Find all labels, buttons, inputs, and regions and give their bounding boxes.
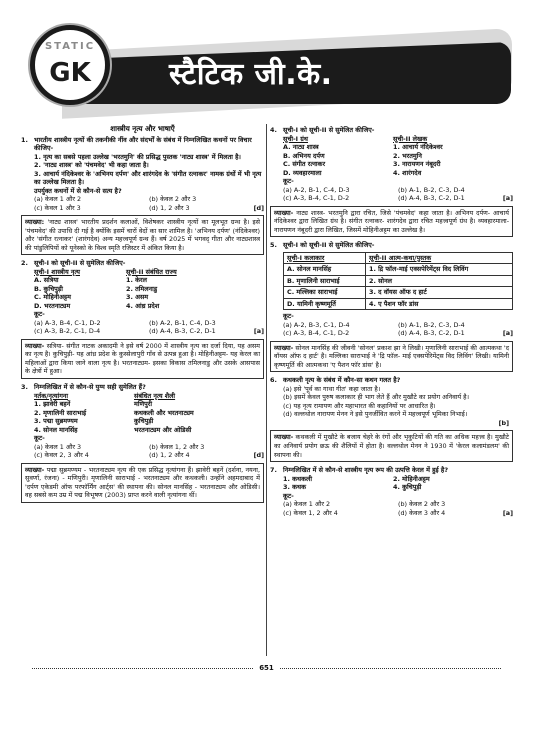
question-prompt: उपर्युक्त कथनों में से कौन-से सत्य है?: [34, 186, 122, 195]
static-gk-logo: [30, 25, 110, 105]
statement-1: 1. नृत्य का सबसे पहला उल्लेख 'भरतमुनि' की प्रसिद्ध पुस्तक 'नाट्य शास्त्र' में मिलता है।: [34, 152, 241, 161]
table-header-row: [284, 252, 513, 264]
list-1-header: सूची-I शास्त्रीय नृत्य: [34, 267, 80, 276]
explanation-text: पद्मा सुब्रमण्यम - भरतनाट्यम नृत्य की एक प्रसिद्ध नृत्यांगना हैं। झावेरी बहनें (दर्शना, नयना, सुवर्णा, रंजना) - मणिपुरी। मृणालिनी साराभाई - भरतनाट्यम और कथकली। उन्होंने अहमदाबाद में 'दर्पण एकेडमी ऑफ परफॉर्मिंग आर्ट्स' की स्थापना की। सोनल मानसिंह - भरतनाट्यम और ओडिसी। वह सबसे कम उम्र में पद्म विभूषण (2003) प्राप्त करने वाली नृत्यांगना थीं।: [25, 465, 260, 500]
options: [270, 186, 513, 203]
list-item: 4. सोनल मानसिंह: [34, 425, 78, 434]
right-column: [270, 124, 513, 517]
list-item: 2. तमिलनाडु: [126, 284, 158, 293]
answer-key: [a]: [502, 329, 513, 338]
option-a: (a) A-3, B-4, C-1, D-2: [34, 318, 101, 327]
question-text: सूची-I को सूची-II से सुमेलित कीजिए-: [34, 259, 126, 268]
option-c: (c) A-3, B-2, C-1, D-4: [34, 327, 101, 336]
table-cell: C. मल्लिका साराभाई: [284, 287, 366, 299]
list-item: 3. असम: [126, 293, 149, 302]
list-2-header: सूची-II संबंधित राज्य: [126, 267, 177, 276]
match-list: [21, 268, 264, 311]
list-item: D. व्यवहारमाला: [283, 168, 322, 177]
question-number: 6.: [270, 376, 277, 385]
option-b: (b) A-1, B-2, C-3, D-4: [398, 185, 465, 194]
option-c: (c) A-3, B-4, C-1, D-2: [283, 194, 350, 203]
option-a: (a) A-2, B-1, C-4, D-3: [283, 185, 350, 194]
list-item: 1. झावेरी बहनें: [34, 400, 71, 409]
list-item: B. अभिनय दर्पण: [283, 151, 325, 160]
table-row: [284, 287, 513, 299]
question-number: 1.: [21, 135, 28, 144]
header-banner: [14, 9, 519, 117]
list-2-header: सूची-II लेखक: [393, 134, 428, 143]
statement-2: 2. 'नाट्य शास्त्र' को 'पंचमवेद' भी कहा जाता है।: [34, 161, 149, 170]
options: [270, 500, 513, 517]
match-table: [283, 252, 513, 311]
question-text: भारतीय शास्त्रीय नृत्यों की तकनीकी नींव और संदर्भों के संबंध में निम्नलिखित कथनों पर विचार कीजिए-: [34, 135, 252, 153]
option-d: (d) 1, 2 और 4: [149, 451, 190, 460]
explanation-box: [270, 206, 513, 238]
list-item: 3. नारायणन नंबूदरी: [393, 160, 441, 169]
list-item: 1. कथकली: [283, 474, 312, 483]
option-c: (c) केवल 1 और 3: [34, 203, 81, 212]
explanation-box: [21, 339, 264, 379]
question-2: [21, 259, 264, 379]
question-text: सूची-I को सूची-II से सुमेलित कीजिए-: [283, 241, 375, 250]
option-c: (c) केवल 1, 2 और 4: [283, 508, 338, 517]
question-1: [21, 136, 264, 256]
explanation-label: व्याख्या-: [274, 433, 294, 442]
list-item: C. मोहिनीअट्टम: [34, 293, 71, 302]
table-cell: 1. द्रि फॉल-माई एक्सपेरिमेंट्स विद लिविंग: [366, 264, 513, 276]
explanation-label: व्याख्या:: [25, 218, 45, 227]
list-item: 2. मृणालिनी साराभाई: [34, 408, 87, 417]
option-b: (b) A-2, B-1, C-4, D-3: [149, 318, 216, 327]
option-c: (c) यह नृत्य रामायण और महाभारत की कहानियों पर आधारित है।: [283, 401, 436, 410]
list-item: A. नाट्य शास्त्र: [283, 143, 319, 152]
list-item: 3. कथक: [283, 483, 306, 492]
option-d: (d) A-4, B-3, C-2, D-1: [149, 327, 216, 336]
question-text: सूची-I को सूची-II से सुमेलित कीजिए-: [283, 126, 375, 134]
answer-key: [d]: [253, 451, 264, 460]
section-title: शास्त्रीय नृत्य और भाषाएँ: [110, 124, 175, 133]
option-a: (a) A-2, B-3, C-1, D-4: [283, 320, 350, 329]
explanation-label: व्याख्या-: [25, 341, 45, 350]
question-number: 4.: [270, 126, 277, 134]
question-text: निम्नलिखित में से कौन-से युग्म सही सुमेलित हैं?: [34, 382, 146, 391]
explanation-box: [21, 463, 264, 503]
answer-key: [a]: [502, 508, 513, 517]
explanation-text: कथकली में मुखौटे के बजाय चेहरे के रंगों और भृकुटियों की गति का अधिक महत्त्व है। मुखौटे का अनिवार्य प्रयोग छऊ की शैलियों में होता है। वल्लथोल मेनन ने 1930 में 'केरल कलामंडलम' की स्थापना की।: [274, 433, 509, 459]
list-item: कुचिपुड़ी: [134, 417, 154, 426]
list-item: A. सत्रिया: [34, 276, 59, 285]
list-item: 2. भरतमुनि: [393, 151, 422, 160]
list-item: भरतनाट्यम और ओडिसी: [134, 425, 192, 434]
page-number: 651: [253, 664, 280, 673]
list-item: C. संगीत रत्नाकर: [283, 160, 326, 169]
table-row: [284, 264, 513, 276]
item-list: [270, 475, 513, 492]
page-footer: [0, 664, 533, 673]
question-number: 2.: [21, 259, 28, 268]
explanation-box: [270, 341, 513, 373]
list-item: मणिपुरी: [134, 400, 152, 409]
options: [21, 319, 264, 336]
code-label: कूट-: [34, 310, 45, 319]
table-cell: 2. सोनल: [366, 275, 513, 287]
code-label: कूट-: [34, 434, 45, 443]
list-1-header: नर्तक/नृत्यांगना: [34, 391, 68, 400]
question-number: 7.: [270, 466, 277, 475]
list-item: 1. केरल: [126, 276, 147, 285]
option-d: (d) वल्लथोल नारायण मेनन ने इसे पुनर्जीवित करने में महत्त्वपूर्ण भूमिका निभाई।: [283, 410, 468, 419]
list-item: कथकली और भरतनाट्यम: [134, 408, 194, 417]
list-2-header: संबंधित नृत्य शैली: [134, 391, 176, 400]
option-b: (b) केवल 2 और 3: [149, 195, 197, 204]
logo-static-text: STATIC: [44, 41, 96, 52]
options: [270, 321, 513, 338]
option-b: (b) केवल 2 और 3: [398, 500, 446, 509]
options: [21, 195, 264, 212]
question-7: [270, 466, 513, 517]
option-d: (d) A-4, B-3, C-2, D-1: [398, 329, 465, 338]
question-text: निम्नलिखित में से कौन-से शास्त्रीय नृत्य रूप की उत्पत्ति केरल में हुई है?: [283, 466, 449, 475]
table-row: [284, 298, 513, 310]
option-d: (d) A-4, B-3, C-2, D-1: [398, 194, 465, 203]
explanation-box: [270, 430, 513, 462]
page-title: स्टैटिक जी.के.: [169, 57, 333, 92]
list-item: B. कुचिपुड़ी: [34, 284, 63, 293]
table-cell: A. सोनल मानसिंह: [284, 264, 366, 276]
table-cell: B. मृणालिनी साराभाई: [284, 275, 366, 287]
question-text: कथकली नृत्य के संबंध में कौन-सा कथन गलत है?: [283, 376, 401, 385]
question-3: [21, 383, 264, 503]
table-row: [284, 275, 513, 287]
list-1-header: सूची-I ग्रंथ: [283, 134, 308, 143]
list-item: 4. कुचिपुड़ी: [393, 483, 422, 492]
question-5: [270, 241, 513, 372]
answer-key: [d]: [253, 203, 264, 212]
table-cell: 3. द वॉयस ऑफ द हार्ट: [366, 287, 513, 299]
list-item: 4. शारंगदेव: [393, 168, 422, 177]
option-b: (b) केवल 1, 2 और 3: [149, 442, 205, 451]
option-a: (a) केवल 1 और 2: [34, 195, 82, 204]
answer-key: [a]: [502, 194, 513, 203]
list-item: D. भरतनाट्यम: [34, 301, 71, 310]
explanation-text: सोनल मानसिंह की जीवनी 'सोनल' प्रकाश झा ने लिखी। मृणालिनी साराभाई की आत्मकथा 'द वॉयस ऑफ द हार्ट' है। मल्लिका साराभाई ने 'द्रि फॉल- माई एक्सपेरिमेंट्स विद लिविंग' लिखी। यामिनी कृष्णमूर्ति की आत्मकथा 'ए पैशन फॉर डांस' है।: [274, 343, 509, 369]
list-item: 3. पद्मा सुब्रमण्यम: [34, 417, 78, 426]
match-list: [270, 135, 513, 178]
option-d: (d) केवल 3 और 4: [398, 508, 446, 517]
table-cell: D. यामिनी कृष्णमूर्ति: [284, 298, 366, 310]
option-b: (b) इसमें केवल पुरुष कलाकार ही भाग लेते हैं और मुखौटे का प्रयोग अनिवार्य है।: [283, 393, 469, 402]
list-item: 4. आंध्र प्रदेश: [126, 301, 160, 310]
option-c: (c) A-3, B-4, C-1, D-2: [283, 329, 350, 338]
explanation-label: व्याख्या-: [274, 208, 294, 217]
answer-key: [a]: [253, 327, 264, 336]
list-item: 2. मोहिनीअट्टम: [393, 474, 430, 483]
statement-3: 3. आचार्य नंदिकेश्वर के 'अभिनय दर्पण' और शारंगदेव के 'संगीत रत्नाकर' नामक ग्रंथों में भी नृत्य का उल्लेख मिलता है।: [34, 169, 262, 187]
question-number: 5.: [270, 241, 277, 250]
question-number: 3.: [21, 382, 28, 391]
code-label: कूट-: [283, 177, 294, 186]
list-item: 1. आचार्य नंदिकेश्वर: [393, 143, 443, 152]
answer-key: [b]: [498, 418, 509, 427]
explanation-text: सत्रिया- संगीत नाटक अकादमी ने इसे वर्ष 2000 में शास्त्रीय नृत्य का दर्जा दिया, यह असम का नृत्य है। कुचिपुड़ी- यह आंध्र प्रदेश के कुस्सेलापुरी गाँव से उत्पन्न हुआ है। मोहिनीअट्टम- यह केरल का महिलाओं द्वारा किया जाने वाला नृत्य है। भरतनाट्यम- इसका विकास तमिलनाडु और उसके आसपास के क्षेत्रों में हुआ।: [25, 341, 260, 376]
left-column: [21, 124, 264, 507]
question-4: [270, 126, 513, 237]
explanation-text: 'नाट्य शास्त्र' भारतीय प्रदर्शन कलाओं, विशेषकर शास्त्रीय नृत्यों का मूलभूत ग्रन्थ है। इसे 'पंचमवेद' की उपाधि दी गई है क्योंकि इसमें चारों वेदों का सार शामिल है। 'अभिनय दर्पण' (नंदिकेश्वर) और 'संगीत रत्नाकर' (शारंगदेव) अन्य महत्त्वपूर्ण ग्रन्थ हैं। वर्ष 2025 में भगवद् गीता और नाट्यशास्त्र की पांडुलिपियों को यूनेस्को के विश्व स्मृति रजिस्टर में अंकित किया है।: [25, 218, 260, 252]
option-d: (d) 1, 2 और 3: [149, 203, 190, 212]
question-6: [270, 376, 513, 462]
option-a: (a) केवल 1 और 3: [34, 442, 82, 451]
table-header: सूची-I कलाकार: [284, 252, 366, 264]
column-divider: [266, 124, 267, 656]
option-a: (a) इसे 'पूर्व का गाथा गीत' कहा जाता है।: [283, 384, 381, 393]
explanation-label: व्याख्या-: [274, 343, 294, 352]
code-label: कूट-: [283, 312, 294, 321]
table-cell: 4. ए पैशन फॉर डांस: [366, 298, 513, 310]
option-a: (a) केवल 1 और 2: [283, 500, 331, 509]
explanation-box: [21, 215, 264, 255]
option-c: (c) केवल 2, 3 और 4: [34, 451, 89, 460]
table-header: सूची-II आत्म-कथा/पुस्तक: [366, 252, 513, 264]
logo-gk-text: GK: [49, 58, 91, 88]
code-label: कूट-: [283, 491, 294, 500]
options: [21, 443, 264, 460]
explanation-text: नाट्य शास्त्र- भरतमुनि द्वारा रचित, जिसे 'पंचमवेद' कहा जाता है। अभिनय दर्पण- आचार्य नंदिकेश्वर द्वारा लिखित ग्रंथ है। संगीत रत्नाकर- शारंगदेव द्वारा रचित महत्त्वपूर्ण ग्रंथ है। व्यवहारमाला- नारायणन नंबूदरी द्वारा लिखित, जिसमें मोहिनीअट्टम का उल्लेख है।: [274, 208, 509, 234]
pair-list: [21, 392, 264, 435]
explanation-label: व्याख्या-: [25, 465, 45, 474]
option-b: (b) A-1, B-2, C-3, D-4: [398, 320, 465, 329]
